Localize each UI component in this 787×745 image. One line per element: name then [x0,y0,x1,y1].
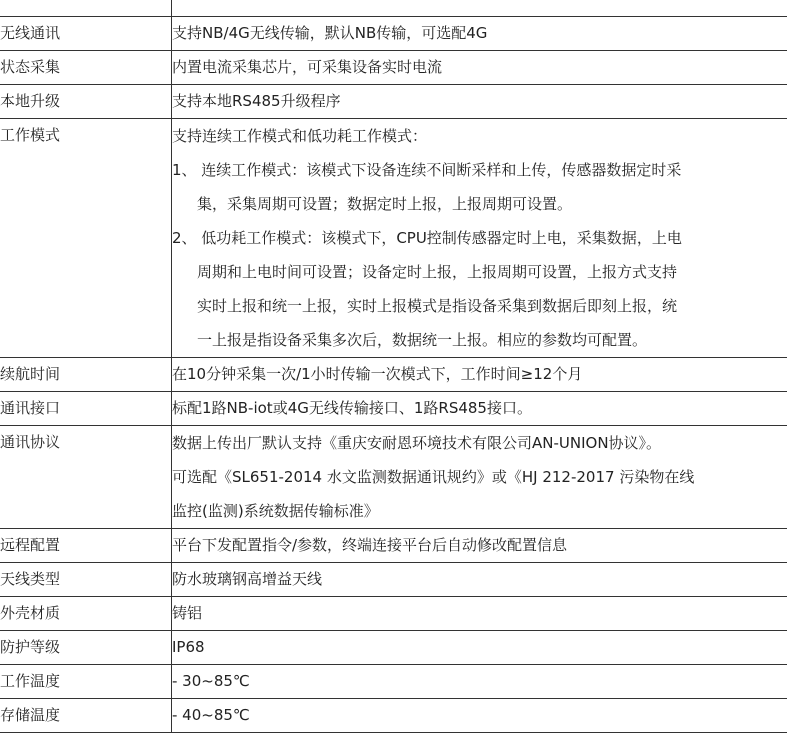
work-mode-line: 一上报是指设备采集多次后，数据统一上报。相应的参数均可配置。 [197,331,648,349]
spec-label: 工作温度 [0,665,172,699]
table-row [0,631,787,665]
spec-label: 外壳材质 [0,597,172,631]
table-row [0,85,787,119]
work-mode-line: 1、 连续工作模式：该模式下设备连续不间断采样和上传，传感器数据定时采 [172,161,682,179]
work-mode-line: 2、 低功耗工作模式：该模式下，CPU控制传感器定时上电，采集数据，上电 [172,229,682,247]
spec-label: 防护等级 [0,631,172,665]
table-row-work-mode [0,119,787,358]
spec-label: 工作模式 [0,119,172,358]
table-row [0,51,787,85]
spec-value: 支持本地RS485升级程序 [172,85,787,119]
spec-label: 状态采集 [0,51,172,85]
spec-value: - 30~85℃ [172,665,787,699]
table-row [0,392,787,426]
work-mode-line: 周期和上电时间可设置；设备定时上报，上报周期可设置，上报方式支持 [197,263,678,281]
table-row [0,529,787,563]
spec-value: 支持NB/4G无线传输，默认NB传输，可选配4G [172,17,787,51]
spec-value: - 40~85℃ [172,699,787,733]
spec-label: 续航时间 [0,358,172,392]
spec-value: 平台下发配置指令/参数，终端连接平台后自动修改配置信息 [172,529,787,563]
protocol-line: 监控(监测)系统数据传输标准》 [172,502,379,520]
spec-label: 存储温度 [0,699,172,733]
spec-label: 天线类型 [0,563,172,597]
table-row [0,597,787,631]
work-mode-line: 支持连续工作模式和低功耗工作模式： [172,127,428,145]
table-row [0,563,787,597]
spec-value: IP68 [172,631,787,665]
empty-label-cell [0,0,172,17]
table-row-protocol [0,426,787,529]
table-row [0,358,787,392]
spec-value: 铸铝 [172,597,787,631]
spec-value: 在10分钟采集一次/1小时传输一次模式下，工作时间≥12个月 [172,358,787,392]
table-row [0,699,787,733]
protocol-line: 数据上传出厂默认支持《重庆安耐恩环境技术有限公司AN-UNION协议》。 [172,434,662,452]
spec-label: 本地升级 [0,85,172,119]
spec-label: 远程配置 [0,529,172,563]
protocol-line: 可选配《SL651-2014 水文监测数据通讯规约》或《HJ 212-2017 污染物在线 [172,468,695,486]
spec-label: 通讯协议 [0,426,172,529]
table-row-empty-top [0,0,787,17]
spec-value-multiline [172,426,787,529]
spec-value: 内置电流采集芯片，可采集设备实时电流 [172,51,787,85]
table-row [0,665,787,699]
spec-label: 无线通讯 [0,17,172,51]
spec-value-multiline [172,119,787,358]
work-mode-line: 实时上报和统一上报，实时上报模式是指设备采集到数据后即刻上报，统 [197,297,678,315]
spec-label: 通讯接口 [0,392,172,426]
spec-value: 防水玻璃钢高增益天线 [172,563,787,597]
spec-value: 标配1路NB-iot或4G无线传输接口、1路RS485接口。 [172,392,787,426]
work-mode-line: 集，采集周期可设置；数据定时上报，上报周期可设置。 [197,195,573,213]
empty-value-cell [172,0,787,17]
table-row [0,17,787,51]
